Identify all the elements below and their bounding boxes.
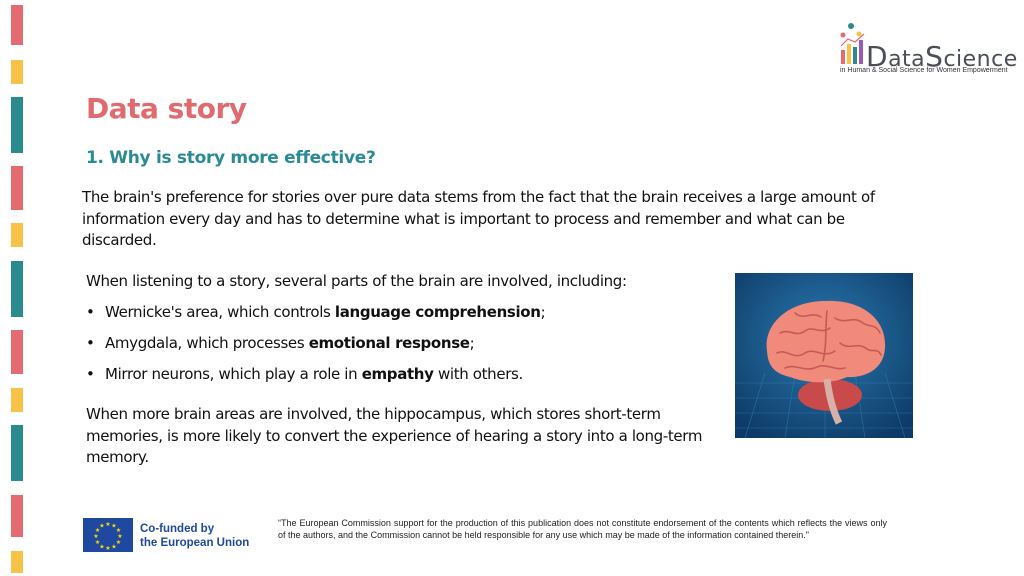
bullet-dot: • xyxy=(86,365,95,383)
brain-illustration xyxy=(735,273,913,438)
stripe-yellow xyxy=(11,551,23,573)
stripe-red xyxy=(11,166,23,210)
list-item: • Amygdala, which processes emotional response; xyxy=(86,334,475,352)
stripe-teal xyxy=(11,97,23,153)
svg-text:★: ★ xyxy=(115,527,122,534)
svg-text:★: ★ xyxy=(115,539,122,546)
svg-text:★: ★ xyxy=(99,543,105,551)
list-item: • Mirror neurons, which play a role in empathy with others. xyxy=(86,365,523,383)
svg-text:★: ★ xyxy=(111,522,117,530)
stripe-teal xyxy=(11,425,23,481)
logo-tagline: in Human & Social Science for Women Empowerment xyxy=(840,67,1008,74)
intro-paragraph: The brain's preference for stories over pure data stems from the fact that the brain receives a large amount of information every day and has to determine what is important to process and remember and what can be discarded. xyxy=(82,188,875,249)
svg-text:★: ★ xyxy=(117,533,123,540)
stripe-red xyxy=(11,495,23,537)
section-heading: 1. Why is story more effective? xyxy=(86,148,376,168)
stripe-yellow xyxy=(11,60,23,84)
cofunded-label: Co-funded by the European Union xyxy=(140,523,250,549)
page-title: Data story xyxy=(86,92,247,125)
stripe-yellow xyxy=(11,388,23,412)
datascience-logo xyxy=(838,22,1018,80)
svg-text:★: ★ xyxy=(111,543,117,551)
disclaimer-text: “The European Commission support for the production of this publication does not constitute endorsement of the contents which reflects the views only of the authors, and the Commission cannot be held responsible for any use which may be made of the information contained therein." xyxy=(278,518,887,540)
bullet-dot: • xyxy=(86,334,95,352)
stripe-red xyxy=(11,5,23,45)
bullet-dot: • xyxy=(86,303,95,321)
stripe-teal xyxy=(11,261,23,317)
logo-wordmark: DataScience xyxy=(866,40,1018,73)
stripe-red xyxy=(11,330,23,374)
list-item: • Wernicke's area, which controls language comprehension; xyxy=(86,303,546,321)
bullets-lead: When listening to a story, several parts of the brain are involved, including: xyxy=(86,272,627,290)
closing-paragraph: When more brain areas are involved, the hippocampus, which stores short-term memories, is more likely to convert the experience of hearing a story into a long-term memory. xyxy=(86,405,703,466)
svg-text:★: ★ xyxy=(99,522,105,530)
stripe-yellow xyxy=(11,223,23,247)
eu-flag-icon xyxy=(83,518,133,552)
svg-text:★: ★ xyxy=(105,521,111,528)
chart-people-icon xyxy=(838,22,868,64)
svg-text:★: ★ xyxy=(94,539,101,546)
svg-text:★: ★ xyxy=(93,533,99,540)
svg-text:★: ★ xyxy=(105,545,111,552)
svg-text:★: ★ xyxy=(94,527,101,534)
